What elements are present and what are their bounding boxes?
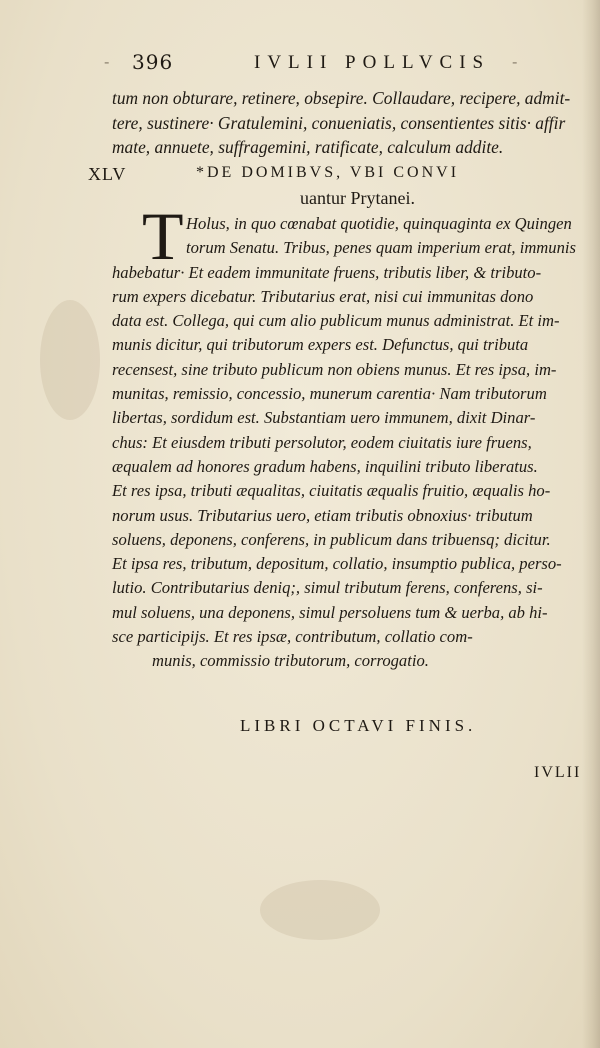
text-line: habebatur· Et eadem immunitate fruens, tributis liber, & tributo- — [112, 262, 542, 282]
text-line: Holus, in quo cœnabat quotidie, quinquaginta ex Quingen — [186, 214, 572, 233]
text-line: norum usus. Tributarius uero, etiam tributis obnoxius· tributum — [112, 505, 533, 525]
section-number: XLV — [88, 164, 127, 184]
paper-stain — [260, 880, 380, 940]
text-line: munitas, remissio, concessio, munerum carentia· Nam tributorum — [112, 384, 547, 404]
section-paragraph — [112, 212, 582, 674]
paper-stain — [40, 300, 100, 420]
text-line: mate, annuete, suffragemini, ratificate, calculum addite. — [112, 137, 504, 158]
text-line: sce participijs. Et res ipsæ, contributum, collatio com- — [112, 627, 473, 647]
text-line: lutio. Contributarius deniq;, simul tributum ferens, conferens, si- — [112, 578, 543, 598]
page-header — [104, 50, 544, 76]
header-dash: - — [104, 52, 110, 71]
text-line: Et ipsa res, tributum, depositum, collatio, insumptio publica, perso- — [112, 554, 562, 574]
section-title-continued: uantur Prytanei. — [300, 188, 415, 208]
catchword: IVLII — [534, 764, 582, 781]
text-line: recensest, sine tributo publicum non obiens munus. Et res ipsa, im- — [112, 359, 557, 379]
drop-cap: T — [142, 198, 184, 274]
text-line: rum expers dicebatur. Tributarius erat, nisi cui immunitas dono — [112, 286, 534, 306]
text-line: tum non obturare, retinere, obsepire. Collaudare, recipere, admit- — [112, 88, 571, 108]
header-tail-dash: - — [512, 52, 518, 71]
text-line: tere, sustinere· Gratulemini, conueniatis, consentientes sitis· affir — [112, 112, 566, 133]
text-line: data est. Collega, qui cum alio publicum munus administrat. Et im- — [112, 311, 560, 331]
page-gutter-shadow — [582, 0, 600, 1048]
continued-text — [112, 86, 580, 160]
page-number: 396 — [132, 50, 174, 74]
running-head: IVLII POLLVCIS — [254, 52, 491, 73]
text-line: chus: Et eiusdem tributi persolutor, eodem ciuitatis iure fruens, — [112, 432, 532, 452]
text-line: æqualem ad honores gradum habens, inquilini tributo liberatus. — [112, 456, 538, 476]
text-line: libertas, sordidum est. Substantiam uero immunem, dixit Dinar- — [112, 408, 536, 428]
text-line: soluens, deponens, conferens, in publicum dans tribuensq; dicitur. — [112, 529, 551, 549]
text-line: munis, commissio tributorum, corrogatio. — [152, 651, 429, 671]
section-title: *DE DOMIBVS, VBI CONVI — [196, 164, 460, 181]
text-line: Et res ipsa, tributi æqualitas, ciuitatis æqualis fruitio, æqualis ho- — [112, 481, 551, 501]
text-line: mul soluens, una deponens, simul persoluens tum & uerba, ab hi- — [112, 602, 548, 622]
text-line: munis dicitur, qui tributorum expers est. Defunctus, qui tributa — [112, 335, 529, 355]
book-end-colophon: LIBRI OCTAVI FINIS. — [240, 716, 477, 735]
text-line: torum Senatu. Tribus, penes quam imperium erat, immunis — [186, 238, 576, 258]
